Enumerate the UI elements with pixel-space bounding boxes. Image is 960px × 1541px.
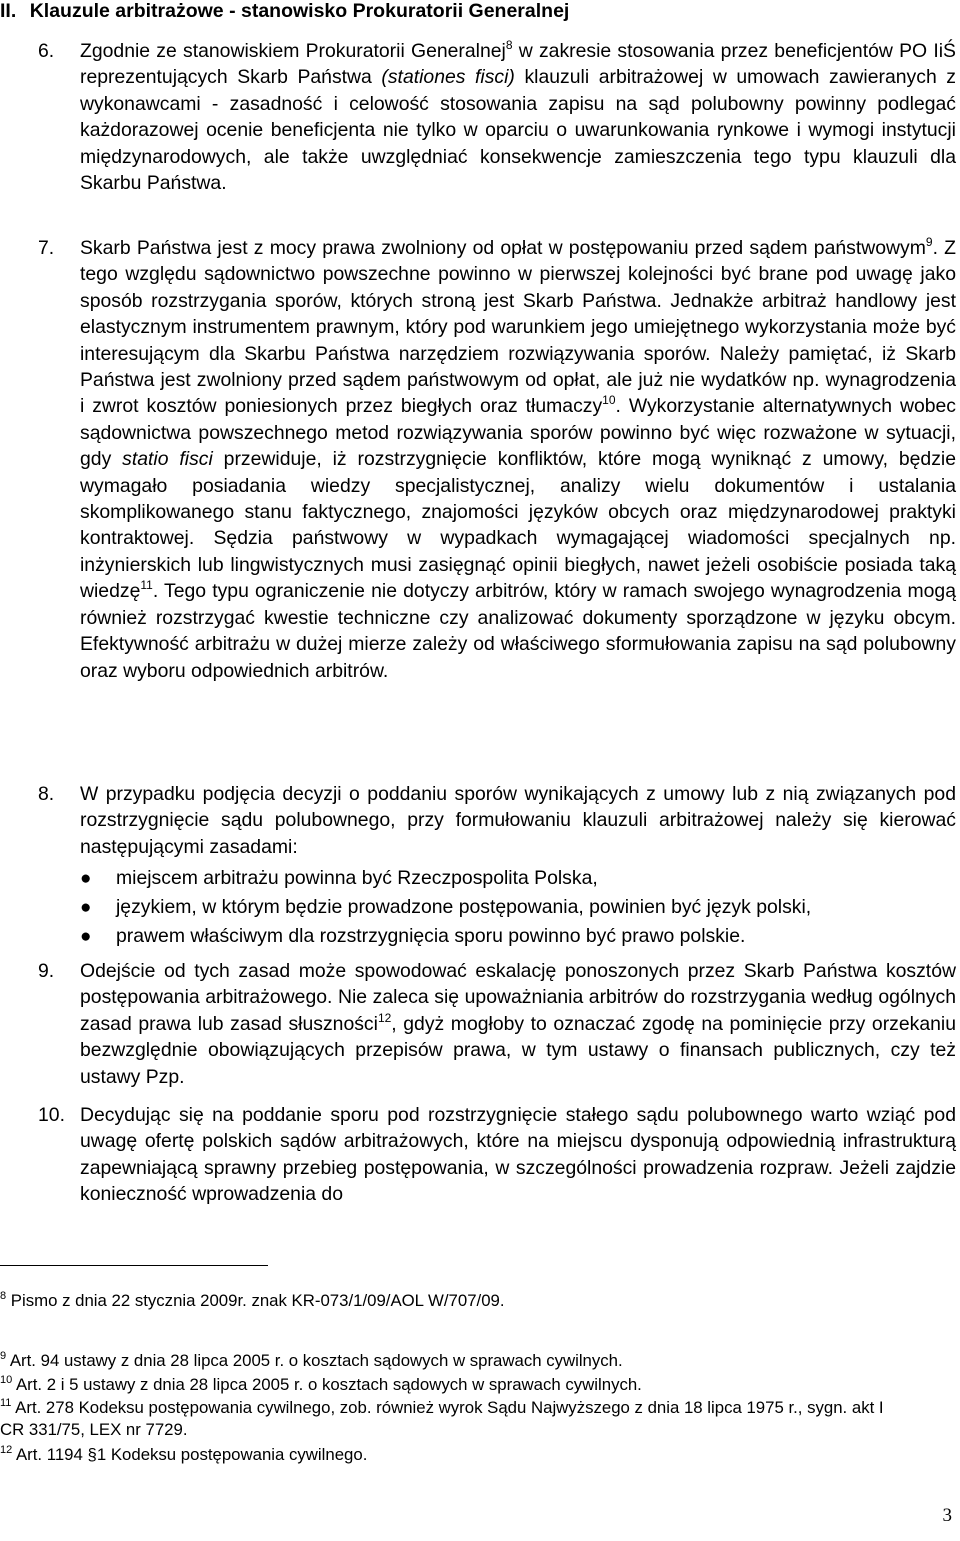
footnote-text: Art. 278 Kodeksu postępowania cywilnego, zob. również wyrok Sądu Najwyższego z dnia 18 lipca 1975 r., sygn. akt I CR 331/75, LEX nr 7729. xyxy=(0,1398,884,1439)
footnote-ref-9[interactable]: 9 xyxy=(925,235,933,249)
footnote-11 xyxy=(0,1397,900,1441)
footnote-ref-8[interactable]: 8 xyxy=(505,38,513,52)
footnote-number: 8 xyxy=(0,1290,7,1302)
paragraph-8 xyxy=(38,781,956,951)
footnote-9 xyxy=(0,1350,918,1372)
footnote-text: Pismo z dnia 22 stycznia 2009r. znak KR-073/1/09/AOL W/707/09. xyxy=(6,1291,505,1310)
footnote-number: 9 xyxy=(0,1350,7,1362)
list-item-text: prawem właściwym dla rozstrzygnięcia sporu powinno być prawo polskie. xyxy=(116,925,746,948)
paragraph-text: , gdyż mogłoby to oznaczać zgodę na pominięcie przy orzekaniu bezwzględnie obowiązujących przepisów prawa, w tym ustawy o finansach publicznych, czy też ustawy Pzp. xyxy=(80,1012,957,1088)
paragraph-text: Skarb Państwa jest z mocy prawa zwolniony od opłat w postępowaniu przed sądem państwowym xyxy=(80,237,926,259)
bullet-icon: ● xyxy=(80,926,92,948)
list-item xyxy=(80,922,956,951)
paragraph-number: 9. xyxy=(38,960,55,982)
footnote-ref-12[interactable]: 12 xyxy=(377,1010,392,1025)
paragraph-text: klauzuli arbitrażowej w umowach zawieranych z wykonawcami - zasadność i celowość stosowania zapisu na sąd polubowny powinny podlegać każdorazowej ocenie beneficjenta nie tylko w oparciu o uwarunkowania rynkowe i wymogi instytucji międzynarodowych, ale także uwzględniać konsekwencje zamieszczenia tego typu klauzuli dla Skarbu Państwa. xyxy=(80,66,956,195)
footnote-8 xyxy=(0,1290,918,1312)
paragraph-text: Zgodnie ze stanowiskiem Prokuratorii Generalnej xyxy=(80,40,506,62)
paragraph-9 xyxy=(38,958,956,1090)
paragraph-7 xyxy=(38,235,956,684)
footnote-ref-11[interactable]: 11 xyxy=(140,578,153,593)
paragraph-10 xyxy=(38,1102,956,1208)
list-item-text: językiem, w którym będzie prowadzone postępowania, powinien być język polski, xyxy=(116,896,812,919)
paragraph-text: Odejście od tych zasad może spowodować eskalację ponoszonych przez Skarb Państwa kosztów postępowania arbitrażowego. Nie zaleca się upoważniania arbitrów do rozstrzygania według ogólnych zasad prawa lub zasad słuszności xyxy=(80,960,956,1035)
paragraph-text: Decydując się na poddanie sporu pod rozstrzygnięcie stałego sądu polubownego warto wziąć pod uwagę ofertę polskich sądów arbitrażowych, które na miejscu dysponują odpowiednią infrastrukturą zapewniającą sprawny przebieg postępowania, w szczególności prowadzenia rozpraw. Jeżeli zajdzie konieczność wprowadzenia do xyxy=(80,1104,956,1206)
footnote-text: Art. 94 ustawy z dnia 28 lipca 2005 r. o kosztach sądowych w sprawach cywilnych. xyxy=(6,1351,623,1370)
footnote-10 xyxy=(0,1374,918,1396)
paragraph-text: . Tego typu ograniczenie nie dotyczy arbitrów, który w ramach swojego wynagrodzenia mogą również rozstrzygać kwestie techniczne czy analizować dokumenty sporządzone w języku obcym. Efektywność arbitrażu w dużej mierze zależy od właściwego sformułowania zapisu na sąd polubowny oraz wyboru odpowiednich arbitrów. xyxy=(80,580,956,682)
bullet-icon: ● xyxy=(80,868,92,890)
section-number: II. xyxy=(0,0,17,22)
paragraph-text: . Wykorzystanie alternatywnych wobec sądownictwa powszechnego metod rozwiązywania sporów powinno być więc rozważone w sytuacji, gdy xyxy=(80,395,956,471)
footnote-number: 12 xyxy=(0,1444,13,1456)
paragraph-text: przewiduje, iż rozstrzygnięcie konfliktów, które mogą wyniknąć z umowy, będzie wymagało posiadania wiedzy specjalistycznej, analizy wielu dokumentów i ustalania skomplikowanego stanu faktycznego, znajomości języków obcych oraz międzynarodowej praktyki kontraktowej. Sędzia państwowy w wypadkach wymagającej wiadomości specjalnych np. inżynierskich lub lingwistycznych musi zasięgnąć opinii biegłych, nawet jeżeli osobiście posiada taką wiedzę xyxy=(80,448,956,603)
list-item xyxy=(80,893,956,922)
italic-term: (stationes fisci) xyxy=(381,66,515,89)
paragraph-number: 8. xyxy=(38,783,55,805)
italic-term: statio fisci xyxy=(122,448,213,471)
footnote-number: 10 xyxy=(0,1374,13,1386)
footnote-number: 11 xyxy=(0,1397,12,1409)
bullet-list xyxy=(80,864,956,951)
footnote-ref-10[interactable]: 10 xyxy=(602,393,616,408)
section-heading xyxy=(0,0,569,24)
footnote-text: Art. 1194 §1 Kodeksu postępowania cywilnego. xyxy=(12,1445,368,1464)
footnote-text: Art. 2 i 5 ustawy z dnia 28 lipca 2005 r. o kosztach sądowych w sprawach cywilnych. xyxy=(12,1375,642,1394)
paragraph-text: . Z tego względu sądownictwo powszechne powinno w pierwszej kolejności być brane pod uwagę jako sposób rozstrzygania sporów, których stroną jest Skarb Państwa. Jednakże arbitraż handlowy jest elastycznym instrumentem prawnym, który pod warunkiem jego umiejętnego wykorzystania może być interesującym dla Skarbu Państwa narzędziem rozwiązywania sporów. Należy pamiętać, iż Skarb Państwa jest zwolniony przed sądem państwowym od opłat, ale już nie wydatków np. wynagrodzenia i zwrot kosztów poniesionych przez biegłych oraz tłumaczy xyxy=(80,237,956,418)
list-item xyxy=(80,864,956,893)
paragraph-number: 7. xyxy=(38,237,55,259)
paragraph-6 xyxy=(38,38,956,196)
paragraph-number: 6. xyxy=(38,40,55,62)
paragraph-text: w zakresie stosowania przez beneficjentów PO IiŚ reprezentujących Skarb Państwa xyxy=(80,40,956,89)
footnote-12 xyxy=(0,1444,918,1466)
list-item-text: miejscem arbitrażu powinna być Rzeczpospolita Polska, xyxy=(116,867,598,890)
bullet-icon: ● xyxy=(80,897,92,919)
paragraph-text: W przypadku podjęcia decyzji o poddaniu sporów wynikających z umowy lub z nią związanych pod rozstrzygnięcie sądu polubownego, przy formułowaniu klauzuli arbitrażowej należy się kierować następującymi zasadami: xyxy=(80,783,956,858)
page-number: 3 xyxy=(942,1505,952,1526)
section-title: Klauzule arbitrażowe - stanowisko Prokuratorii Generalnej xyxy=(29,0,570,22)
footnote-separator xyxy=(0,1265,268,1266)
paragraph-number: 10. xyxy=(38,1104,65,1126)
